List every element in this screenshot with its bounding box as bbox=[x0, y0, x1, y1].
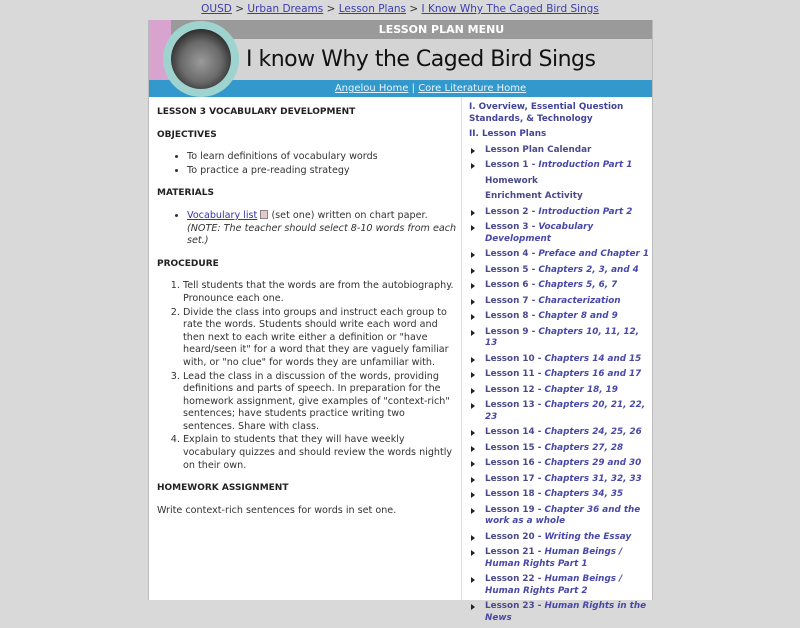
nav-item-subtitle: Chapter 18, 19 bbox=[544, 384, 618, 395]
nav-item-subtitle: Chapters 14 and 15 bbox=[544, 353, 642, 364]
nav-item-subtitle: Chapters 10, 11, 12, 13 bbox=[485, 326, 639, 348]
nav-item-subtitle: Writing the Essay bbox=[544, 531, 632, 542]
nav-item-label: Lesson 22 - bbox=[485, 574, 545, 584]
objectives-heading: OBJECTIVES bbox=[157, 129, 217, 140]
nav-item[interactable] bbox=[469, 160, 654, 172]
nav-item-label: Lesson 19 - bbox=[485, 504, 545, 515]
angelou-home-link[interactable]: Angelou Home bbox=[334, 83, 409, 94]
nav-item[interactable] bbox=[469, 400, 654, 423]
breadcrumb-urban-dreams[interactable]: Urban Dreams bbox=[247, 3, 324, 15]
nav-item-label: Lesson Plan Calendar bbox=[485, 144, 592, 155]
nav-item[interactable] bbox=[469, 458, 654, 470]
nav-item-label: Lesson 9 - bbox=[485, 326, 539, 337]
homework-heading: HOMEWORK ASSIGNMENT bbox=[157, 483, 289, 494]
lesson-heading: LESSON 3 VOCABULARY DEVELOPMENT bbox=[157, 107, 356, 117]
nav-item[interactable] bbox=[469, 489, 654, 501]
nav-item-subtitle: Chapters 2, 3, and 4 bbox=[538, 264, 639, 275]
nav-item[interactable] bbox=[469, 311, 654, 323]
procedure-list bbox=[183, 280, 457, 472]
nav-item[interactable] bbox=[469, 574, 654, 597]
nav-item-subtitle: Chapters 20, 21, 22, 23 bbox=[485, 400, 646, 422]
nav-item[interactable] bbox=[469, 207, 654, 219]
nav-item-subtitle: Chapters 24, 25, 26 bbox=[544, 427, 642, 437]
nav-item[interactable] bbox=[469, 369, 654, 381]
nav-item-subtitle: Chapters 27, 28 bbox=[544, 442, 624, 453]
nav-item-label: Lesson 18 - bbox=[485, 489, 545, 499]
nav-item[interactable] bbox=[469, 532, 654, 544]
nav-item[interactable] bbox=[469, 145, 654, 157]
nav-item-subtitle: Human Beings / Human Rights Part 2 bbox=[485, 574, 623, 596]
nav-item-subtitle: Chapters 16 and 17 bbox=[544, 369, 642, 379]
breadcrumb-separator: > bbox=[409, 3, 419, 15]
nav-item-label: Lesson 21 - bbox=[485, 547, 545, 557]
page-container bbox=[148, 20, 653, 623]
nav-item[interactable] bbox=[469, 280, 654, 292]
lesson-plan-nav bbox=[469, 102, 654, 628]
nav-item[interactable] bbox=[469, 601, 654, 624]
nav-item-label: Lesson 14 - bbox=[485, 427, 545, 437]
nav-item-label: Lesson 1 - bbox=[485, 160, 539, 170]
nav-item-label: Lesson 6 - bbox=[485, 280, 539, 290]
nav-item-subtitle: Introduction Part 1 bbox=[538, 160, 633, 170]
nav-item-subtitle: Characterization bbox=[538, 295, 621, 306]
nav-item[interactable] bbox=[469, 191, 654, 203]
list-item: 3. Lead the class in a discussion of the words, providing definitions and parts of speech. In preparation for the homework assignment, give examples of "context-rich" sentences; have students practice writing two sentences. Share with class. bbox=[183, 371, 457, 434]
breadcrumb-lesson-plans[interactable]: Lesson Plans bbox=[338, 3, 407, 15]
nav-item[interactable] bbox=[469, 249, 654, 261]
nav-item-label: Lesson 10 - bbox=[485, 353, 545, 364]
nav-item[interactable] bbox=[469, 327, 654, 350]
column-divider bbox=[461, 97, 462, 600]
nav-section-overview[interactable]: I. Overview, Essential Question Standards, & Technology bbox=[469, 102, 624, 124]
breadcrumb-current[interactable]: I Know Why The Caged Bird Sings bbox=[421, 3, 599, 15]
nav-item-subtitle: Chapters 29 and 30 bbox=[544, 458, 642, 468]
portrait-image bbox=[171, 29, 231, 89]
nav-item[interactable] bbox=[469, 474, 654, 486]
procedure-heading: PROCEDURE bbox=[157, 258, 219, 269]
breadcrumb-ousd[interactable]: OUSD bbox=[201, 3, 232, 15]
core-literature-home-link[interactable]: Core Literature Home bbox=[418, 83, 527, 94]
nav-item-label: Lesson 11 - bbox=[485, 369, 545, 379]
nav-item-subtitle: Chapter 8 and 9 bbox=[538, 311, 618, 321]
materials-list bbox=[187, 210, 457, 248]
nav-item-subtitle: Chapters 31, 32, 33 bbox=[544, 473, 642, 484]
list-item: • To practice a pre-reading strategy bbox=[187, 165, 457, 178]
nav-item[interactable] bbox=[469, 176, 654, 188]
nav-item-label: Lesson 4 - bbox=[485, 249, 539, 259]
materials-note: (NOTE: The teacher should select 8-10 words from each set.) bbox=[187, 222, 457, 247]
nav-item-label: Lesson 13 - bbox=[485, 400, 545, 410]
nav-item[interactable] bbox=[469, 296, 654, 308]
breadcrumb-separator: > bbox=[235, 3, 245, 15]
nav-item-label: Homework bbox=[485, 175, 538, 186]
nav-item-label: Lesson 8 - bbox=[485, 311, 539, 321]
nav-item-label: Lesson 12 - bbox=[485, 384, 545, 395]
list-item: 4. Explain to students that they will have weekly vocabulary quizzes and should review the words nightly on their own. bbox=[183, 434, 457, 472]
homework-text: Write context-rich sentences for words in set one. bbox=[157, 504, 397, 516]
vocabulary-list-link[interactable]: Vocabulary list bbox=[187, 209, 258, 221]
nav-item-label: Lesson 20 - bbox=[485, 531, 545, 542]
list-item: 2. Divide the class into groups and instruct each group to rate the words. Students should write each word and then next to each write either a definition or "have heard/seen it" for a word that they are vaguely familiar with, or "no clue" for words they are unfamiliar with. bbox=[183, 307, 457, 370]
lesson-plan-menu-bar: LESSON PLAN MENU bbox=[171, 20, 652, 39]
nav-item-subtitle: Vocabulary Development bbox=[485, 222, 594, 244]
materials-text: (set one) written on chart paper. bbox=[268, 209, 428, 221]
nav-list bbox=[469, 145, 654, 625]
link-separator: | bbox=[411, 83, 415, 94]
page-title: I know Why the Caged Bird Sings bbox=[171, 39, 652, 80]
breadcrumb bbox=[0, 3, 800, 15]
list-item: • To learn definitions of vocabulary words bbox=[187, 151, 457, 164]
nav-item[interactable] bbox=[469, 354, 654, 366]
lesson-content bbox=[157, 106, 457, 517]
nav-item-subtitle: Introduction Part 2 bbox=[538, 206, 633, 217]
list-item bbox=[187, 210, 457, 248]
nav-item[interactable] bbox=[469, 385, 654, 397]
nav-item-label: Lesson 15 - bbox=[485, 442, 545, 453]
nav-item-label: Lesson 2 - bbox=[485, 206, 539, 217]
materials-heading: MATERIALS bbox=[157, 188, 214, 199]
nav-item-subtitle: Chapter 36 and the work as a whole bbox=[485, 504, 641, 526]
nav-item-subtitle: Human Beings / Human Rights Part 1 bbox=[485, 547, 623, 569]
breadcrumb-separator: > bbox=[326, 3, 336, 15]
nav-item[interactable] bbox=[469, 265, 654, 277]
nav-item[interactable] bbox=[469, 547, 654, 570]
objectives-list bbox=[187, 151, 457, 177]
nav-item-label: Lesson 7 - bbox=[485, 295, 539, 306]
nav-item-label: Lesson 3 - bbox=[485, 222, 539, 232]
header-banner bbox=[149, 20, 652, 97]
nav-item-subtitle: Chapters 34, 35 bbox=[544, 489, 624, 499]
author-portrait bbox=[163, 21, 239, 97]
nav-item[interactable] bbox=[469, 443, 654, 455]
nav-item-subtitle: Preface and Chapter 1 bbox=[538, 249, 650, 259]
nav-section-lesson-plans[interactable]: II. Lesson Plans bbox=[469, 129, 547, 139]
nav-item-label: Lesson 16 - bbox=[485, 458, 545, 468]
list-item: 1. Tell students that the words are from the autobiography. Pronounce each one. bbox=[183, 280, 457, 305]
nav-item-subtitle: Human Rights in the News bbox=[485, 601, 647, 623]
nav-item-label: Lesson 17 - bbox=[485, 473, 545, 484]
nav-item-label: Lesson 23 - bbox=[485, 601, 545, 611]
nav-item[interactable] bbox=[469, 427, 654, 439]
nav-item[interactable] bbox=[469, 222, 654, 245]
nav-item-subtitle: Chapters 5, 6, 7 bbox=[538, 280, 618, 290]
nav-item-label: Enrichment Activity bbox=[485, 191, 583, 201]
nav-item-label: Lesson 5 - bbox=[485, 264, 539, 275]
nav-item[interactable] bbox=[469, 505, 654, 528]
